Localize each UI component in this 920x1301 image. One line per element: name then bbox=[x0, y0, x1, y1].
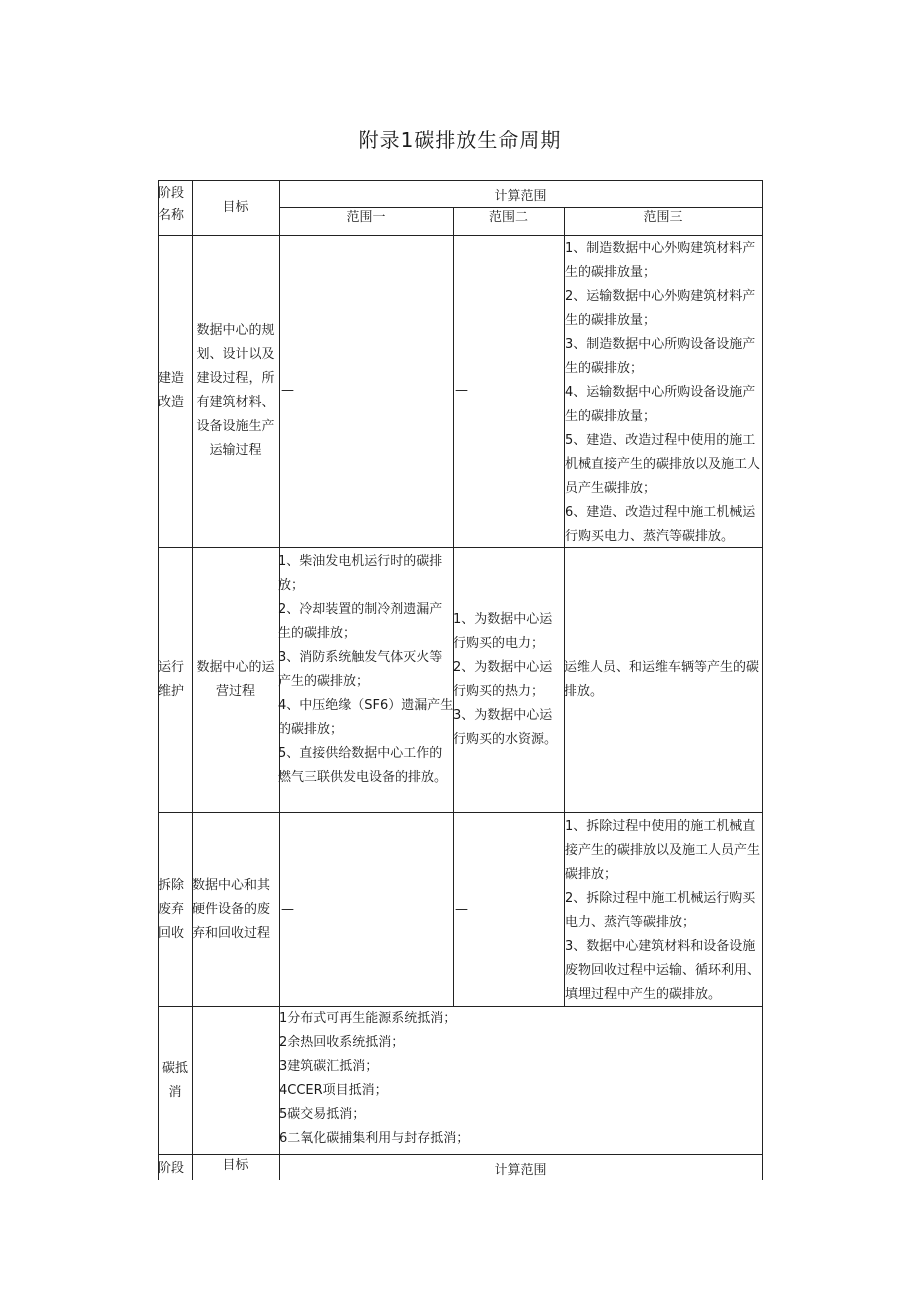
row-operation-scope2 bbox=[453, 548, 564, 812]
row-demolition-scope1: — bbox=[281, 901, 294, 917]
row-offset-goal bbox=[192, 1007, 279, 1154]
cell-line: 2、拆除过程中施工机械运行购买电力、蒸汽等碳排放； bbox=[565, 891, 756, 930]
header-scope1: 范围一 bbox=[346, 210, 386, 225]
cell-line: 6、建造、改造过程中施工机械运行购买电力、蒸汽等碳排放。 bbox=[565, 505, 756, 544]
cell-line: 5碳交易抵消； bbox=[279, 1107, 366, 1122]
row-demolition-goal: 数据中心和其硬件设备的废弃和回收过程 bbox=[192, 877, 271, 941]
row-construction-scope2: — bbox=[455, 383, 468, 398]
row-construction-stage: 建造改造 bbox=[158, 371, 185, 410]
cell-line: 6二氧化碳捕集利用与封存抵消； bbox=[279, 1131, 470, 1146]
repeat-header-goal: 目标 bbox=[222, 1158, 249, 1173]
cell-line: 3、消防系统触发气体灭火等产生的碳排放； bbox=[278, 650, 443, 689]
cell-line: 4CCER项目抵消； bbox=[279, 1083, 388, 1098]
header-goal: 目标 bbox=[222, 200, 249, 215]
cell-line: 5、直接供给数据中心工作的燃气三联供发电设备的排放。 bbox=[278, 746, 448, 785]
repeat-header-stage: 阶段 bbox=[158, 1161, 185, 1176]
row-operation-scope1 bbox=[278, 550, 454, 812]
cell-line: 3、为数据中心运行购买的水资源。 bbox=[453, 708, 558, 747]
page-title: 附录1碳排放生命周期 bbox=[358, 128, 562, 152]
row-operation-stage: 运行维护 bbox=[158, 660, 185, 699]
cell-line: 1、制造数据中心外购建筑材料产生的碳排放量； bbox=[565, 241, 756, 280]
cell-line: 1、拆除过程中使用的施工机械直接产生的碳排放以及施工人员产生碳排放； bbox=[565, 819, 761, 882]
cell-line: 3、制造数据中心所购设备设施产生的碳排放； bbox=[565, 337, 756, 376]
cell-line: 1、为数据中心运行购买的电力； bbox=[453, 612, 553, 651]
cell-line: 2余热回收系统抵消； bbox=[279, 1035, 405, 1050]
header-scope2: 范围二 bbox=[488, 210, 528, 225]
row-operation-goal: 数据中心的运营过程 bbox=[196, 660, 275, 699]
row-demolition-scope2: — bbox=[455, 901, 468, 917]
cell-line: 5、建造、改造过程中使用的施工机械直接产生的碳排放以及施工人员产生碳排放； bbox=[565, 433, 761, 496]
row-demolition-stage: 拆除废弃回收 bbox=[158, 877, 185, 941]
repeat-header-scope: 计算范围 bbox=[494, 1163, 547, 1178]
cell-line: 2、运输数据中心外购建筑材料产生的碳排放量； bbox=[565, 289, 756, 328]
row-offset-items bbox=[279, 1007, 762, 1154]
row-operation-scope3: 运维人员、和运维车辆等产生的碳排放。 bbox=[564, 660, 760, 699]
cell-line: 3建筑碳汇抵消； bbox=[279, 1059, 379, 1074]
cell-line: 3、数据中心建筑材料和设备设施废物回收过程中运输、循环利用、填埋过程中产生的碳排放。 bbox=[565, 939, 761, 1002]
cell-line: 2、冷却装置的制冷剂遗漏产生的碳排放； bbox=[278, 602, 443, 641]
cell-line: 4、中压绝缘（SF6）遗漏产生的碳排放； bbox=[278, 698, 454, 737]
cell-line: 2、为数据中心运行购买的热力； bbox=[453, 660, 553, 699]
header-scope: 计算范围 bbox=[494, 189, 547, 204]
row-construction-scope1: — bbox=[281, 383, 294, 398]
row-demolition-scope3 bbox=[565, 815, 762, 1006]
cell-line: 1分布式可再生能源系统抵消； bbox=[279, 1011, 457, 1026]
cell-line: 4、运输数据中心所购设备设施产生的碳排放量； bbox=[565, 385, 756, 424]
header-stage: 阶段名称 bbox=[158, 186, 185, 223]
row-construction-goal: 数据中心的规划、设计以及建设过程，所有建筑材料、设备设施生产运输过程 bbox=[196, 323, 275, 458]
header-scope3: 范围三 bbox=[643, 210, 683, 225]
row-offset-stage: 碳抵消 bbox=[161, 1060, 188, 1100]
row-construction-scope3 bbox=[565, 237, 762, 547]
table-rule bbox=[762, 180, 763, 1180]
cell-line: 1、柴油发电机运行时的碳排放； bbox=[278, 554, 443, 593]
